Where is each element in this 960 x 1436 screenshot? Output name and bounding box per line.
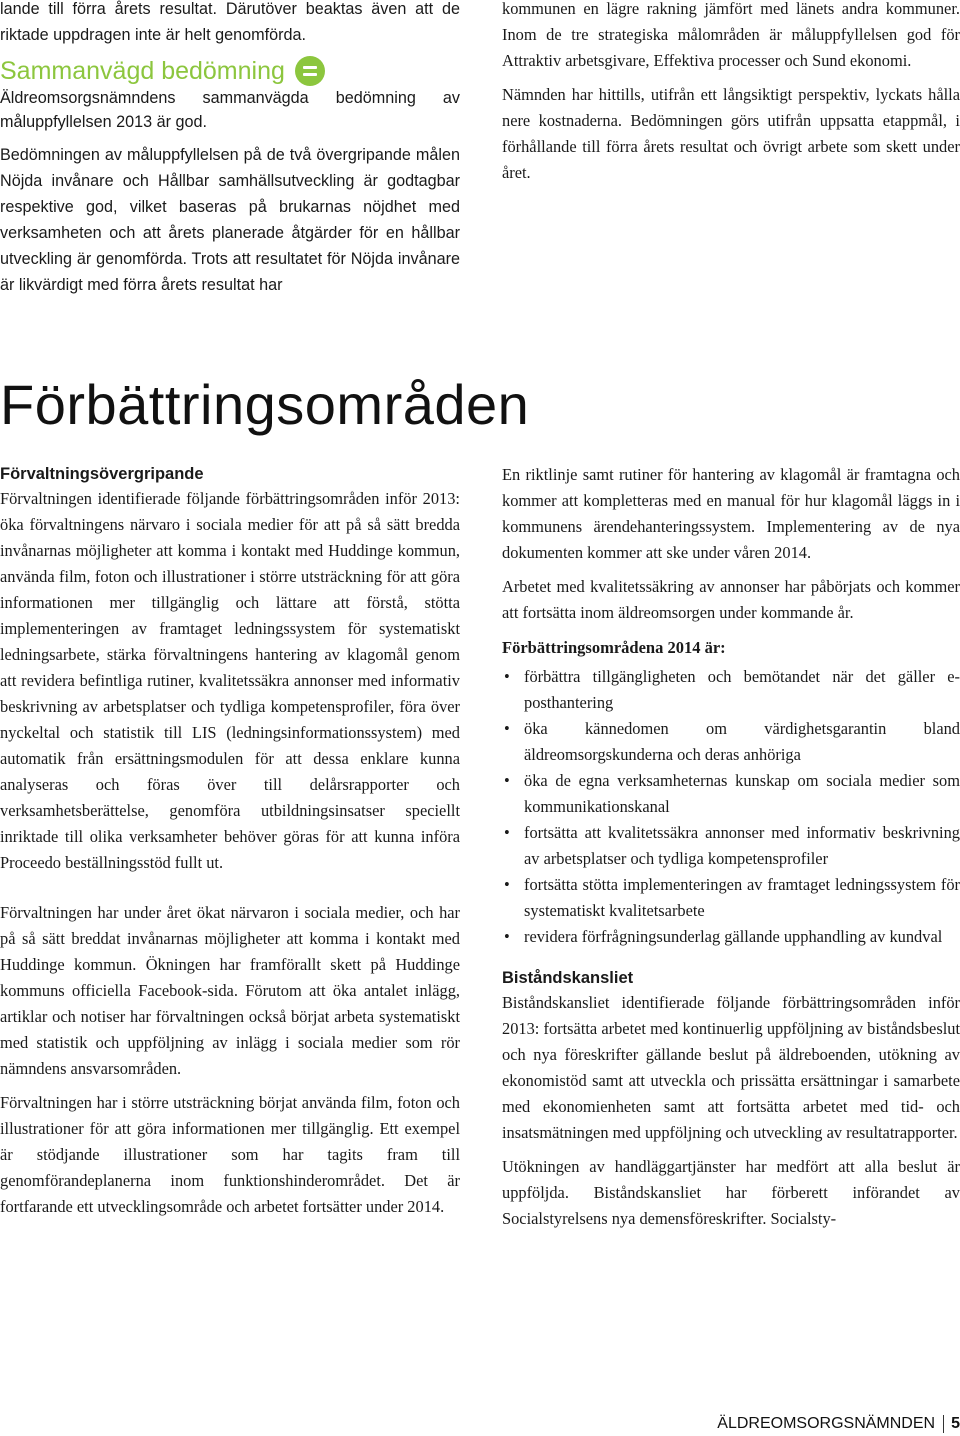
list-item: • fortsätta stötta implementeringen av framtaget ledningssystem för systematiskt kvalitetsarbete: [502, 872, 960, 924]
summary-heading-text: Sammanvägd bedömning: [0, 57, 285, 85]
forvaltning-paragraph-1: Förvaltningen identifierade följande förbättringsområden inför 2013: öka förvaltningens närvaro i sociala medier för att på så sätt bredda invånarnas möjligheter att komma i kontakt med Huddinge kommun, använda film, foton och illustrationer i större utsträckning för att göra informationen mer tillgänglig och lättare att förstå, stötta implementeringen av framtaget ledningssystem för systematiskt ledningsarbete, stärka förvaltningens hantering av klagomål genom att revidera befintliga rutiner, kvalitetssäkra annonser med informativ beskrivning av arbetsplatser och tydliga kompetensprofiler, föra över nyckeltal och statistik till LIS (ledningsinformationssystem) med automatik från ersättningsmodulen för att dessa enklare kunna analyseras och föras över till delårsrapporter och verksamhetsberättelse, genomföra utbildningsinsatser speciellt inriktade till olika verksamheter behöver göras för att kunna införa Proceedo beställningsstöd fullt ut.: [0, 489, 460, 872]
page-title: Förbättringsområden: [0, 373, 530, 436]
section-heading-bistand: Biståndskansliet: [502, 969, 634, 987]
forvaltning-paragraph-3: Förvaltningen har i större utsträckning börjat använda film, foton och illustrationer för att göra informationen mer tillgänglig. Ett exempel är stödjande illustrationer som har tagits fram till genomförandeplanerna inom funktionshinderområdet. Det är fortfarande ett utvecklingsområde och arbetet fortsätter under 2014.: [0, 1093, 460, 1216]
cost-paragraph: Nämnden har hittills, utifrån ett långsiktigt perspektiv, lyckats hålla nere kostnaderna. Bedömningen görs utifrån uppsatta etappmål, i förhållande till förra årets resultat och övrigt arbete som skett under året.: [502, 85, 960, 182]
footer-section-name: ÄLDREOMSORGSNÄMNDEN: [717, 1415, 936, 1432]
mid-left-column: [0, 462, 460, 1220]
assessment-line-2: måluppfyllelsen 2013 är god.: [0, 113, 207, 131]
assessment-line-1: Äldreomsorgsnämndens sammanvägda bedömning av: [0, 89, 460, 107]
equals-circle-icon: [295, 56, 325, 86]
assessment-paragraph: Bedömningen av måluppfyllelsen på de två övergripande målen Nöjda invånare och Hållbar samhällsutveckling är godtagbar respektive god, vilket baseras på brukarnas nöjdhet med verksamheten och att årets planerade åtgärder för en hållbar utveckling är genomförda. Trots att resultatet för Nöjda invånare är likvärdigt med förra årets resultat har: [0, 146, 460, 294]
summary-heading: [0, 56, 460, 86]
list-item: • revidera förfrågningsunderlag gällande upphandling av kundval: [502, 924, 960, 950]
forvaltning-paragraph-2: Förvaltningen har under året ökat närvaron i sociala medier, och har på så sätt breddat invånarnas möjligheter att komma i kontakt med Huddinge kommun. Ökningen har framförallt skett på Huddinge kommuns officiella Facebook-sida. Förutom att öka antalet inlägg, artiklar och notiser har förvaltningen också börjat arbeta systematiskt med statistik och uppföljning av inlägg i sociala medier som rör nämndens ansvarsområden.: [0, 903, 460, 1078]
ranking-paragraph: kommunen en lägre rakning jämfört med länets andra kommuner. Inom de tre strategiska målområden är måluppfyllelsen god för Attraktiv arbetsgivare, Effektiva processer och Sund ekonomi.: [502, 0, 960, 70]
bistand-paragraph-2: Utökningen av handläggartjänster har medfört att alla beslut är uppföljda. Biståndskansliet har förberett införandet av Socialstyrelsens nya demensföreskrifter. Socialsty-: [502, 1157, 960, 1228]
annonser-paragraph: Arbetet med kvalitetssäkring av annonser har påbörjats och kommer att fortsätta inom äldreomsorgen under kommande år.: [502, 577, 960, 622]
klagomal-paragraph: En riktlinje samt rutiner för hantering av klagomål är framtagna och kommer att kompletteras med en manual för hur klagomål läggs in i kommunens ärendehanteringssystem. Implementering av de nya dokumenten kommer att ske under våren 2014.: [502, 465, 960, 562]
list-item: • förbättra tillgängligheten och bemötandet när det gäller e-posthantering: [502, 664, 960, 716]
list-item: • fortsätta att kvalitetssäkra annonser med informativ beskrivning av arbetsplatser och tydliga kompetensprofiler: [502, 820, 960, 872]
list-item: • öka de egna verksamheternas kunskap om sociala medier som kommunikationskanal: [502, 768, 960, 820]
section-heading-forvaltning: Förvaltningsövergripande: [0, 465, 204, 483]
footer-divider: [943, 1415, 944, 1433]
mid-right-column: [502, 462, 960, 1232]
top-right-column: [502, 0, 960, 186]
page-number: 5: [951, 1415, 960, 1432]
list-heading: Förbättringsområdena 2014 är:: [502, 638, 726, 657]
page-footer: [717, 1414, 960, 1434]
list-item: • öka kännedomen om värdighetsgarantin bland äldreomsorgskunderna och deras anhöriga: [502, 716, 960, 768]
bistand-paragraph-1: Biståndskansliet identifierade följande förbättringsområden inför 2013: fortsätta arbetet med kontinuerlig uppföljning av biståndsbeslut och nya föreskrifter gällande beslut på äldreboenden, utökning av ekonomistöd samt att utveckla och prissätta ersättningar i samarbete med ekonomienheten samt att fortsätta arbetet med tid- och insatsmätningen med uppföljning och utveckling av resultatrapporter.: [502, 993, 960, 1142]
improvement-list: [502, 664, 960, 950]
top-left-column: [0, 0, 460, 298]
intro-text: lande till förra årets resultat. Därutöver beaktas även att de riktade uppdragen inte är helt genomförda.: [0, 0, 460, 44]
